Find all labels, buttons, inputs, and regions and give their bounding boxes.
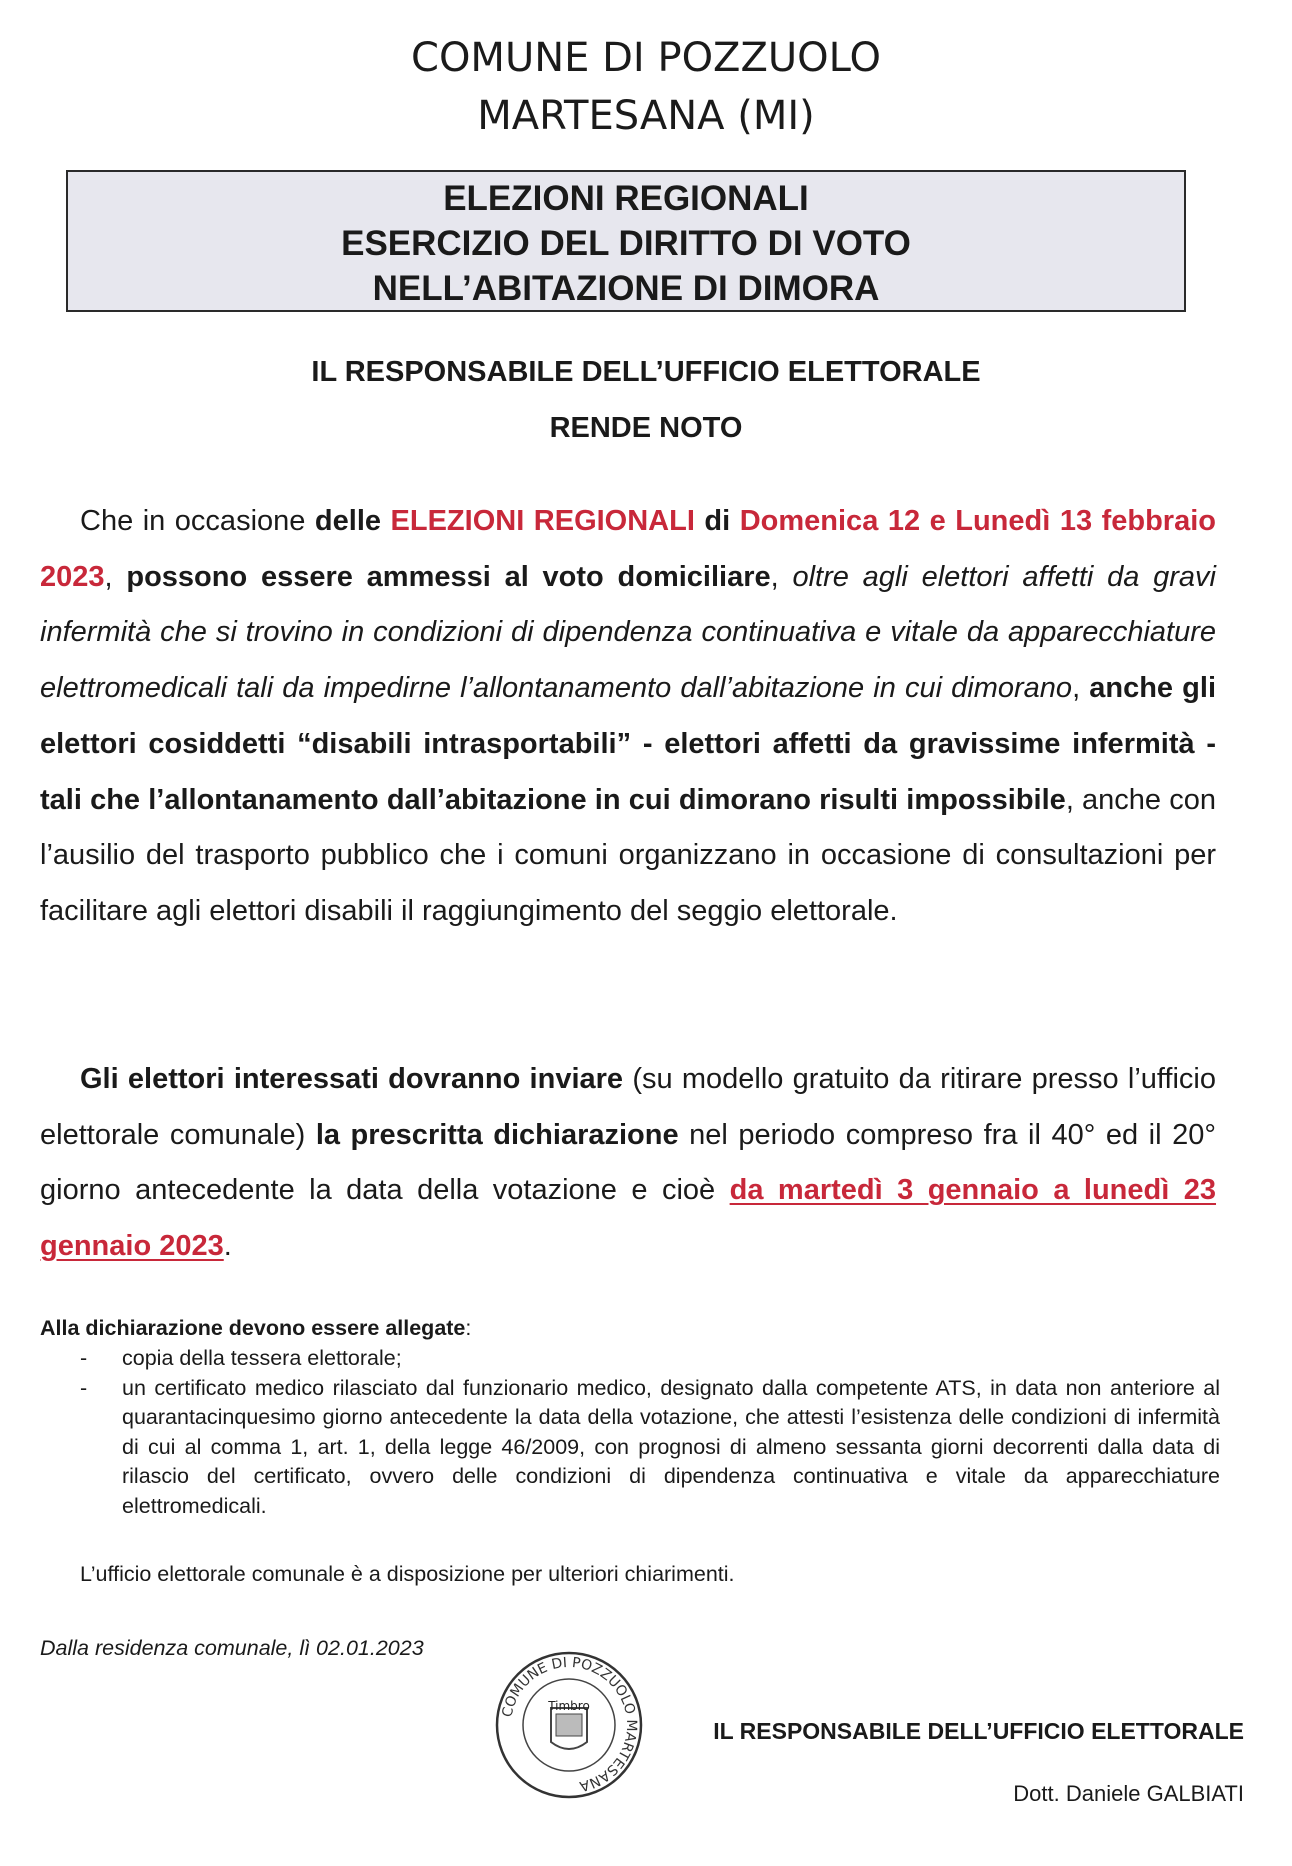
place-date: Dalla residenza comunale, lì 02.01.2023 — [40, 1636, 424, 1660]
attachments-heading-text: Alla dichiarazione devono essere allegate — [40, 1316, 466, 1340]
seal-ring-text: COMUNE DI POZZUOLO MARTESANA — [499, 1654, 640, 1794]
banner-line1: ELEZIONI REGIONALI — [443, 179, 809, 218]
p1-disabled-voters: anche gli elettori cosiddetti “disabili intrasportabili” - elettori affetti da gravissime infermità - tali che l’allontanamento dall’abitazione in cui dimorano risulti impossibile — [40, 672, 1217, 816]
instructions-paragraph — [40, 1052, 1216, 1275]
submission-period: da martedì 3 gennaio a lunedì 23 gennaio 2023 — [40, 1174, 1217, 1263]
signature-title: IL RESPONSABILE DELL’UFFICIO ELETTORALE — [713, 1718, 1244, 1744]
p1-comma: , — [104, 560, 127, 593]
p1-text: Che in occasione — [80, 505, 315, 537]
p1-italic: oltre agli elettori affetti da gravi infermità che si trovino in condizioni di dipendenza continuativa e vitale da apparecchiature elettromedicali tali da impedirne l’allontanamento dall’abitazione in cui dimorano — [40, 560, 1216, 705]
home-vote-admission: possono essere ammessi al voto domiciliare — [126, 560, 771, 593]
attachments-colon: : — [465, 1316, 472, 1340]
main-paragraph — [40, 494, 1216, 940]
closing-note: L’ufficio elettorale comunale è a disposizione per ulteriori chiarimenti. — [80, 1562, 735, 1586]
list-item — [40, 1374, 1220, 1522]
p2-bold: Gli elettori interessati dovranno inviare — [80, 1063, 624, 1095]
p2-text: (su modello gratuito da ritirare presso l’ufficio elettorale comunale) — [40, 1063, 1216, 1151]
list-item-text: copia della tessera elettorale; — [122, 1346, 402, 1370]
p2-declaration: la prescritta dichiarazione — [315, 1118, 679, 1151]
attachments-list — [40, 1344, 1220, 1521]
list-item-text: un certificato medico rilasciato dal funzionario medico, designato dalla competente ATS, in data non anteriore al quarantacinquesimo giorno antecedente la data della votazione, che attesti l’esistenza delle condizioni di infermità di cui al comma 1, art. 1, della legge 46/2009, con prognosi di almeno sessanta giorni decorrenti dalla data di rilascio del certificato, ovvero delle condizioni di dipendenza continuativa e vitale da apparecchiature elettromedicali. — [122, 1375, 1220, 1518]
p1-bold-di: di — [694, 505, 740, 537]
p1-comma2: , — [770, 560, 793, 593]
p1-tail: , anche con l’ausilio del trasporto pubblico che i comuni organizzano in occasione di consultazioni per facilitare agli elettori disabili il raggiungimento del seggio elettorale. — [40, 783, 1216, 927]
list-dash: - — [80, 1375, 88, 1400]
p2-period: . — [223, 1230, 232, 1263]
intro-rende-noto: RENDE NOTO — [549, 412, 743, 444]
banner-line3: NELL’ABITAZIONE DI DIMORA — [372, 269, 880, 308]
municipal-seal — [494, 1650, 644, 1800]
title-banner — [66, 170, 1186, 312]
signature-name: Dott. Daniele GALBIATI — [1013, 1781, 1244, 1806]
seal-center-text: Timbro — [548, 1699, 590, 1713]
p1-bold: delle — [314, 505, 391, 537]
banner-line2: ESERCIZIO DEL DIRITTO DI VOTO — [341, 224, 911, 263]
list-item — [40, 1344, 1220, 1374]
p2-text2: nel periodo compreso fra il 40° ed il 20° giorno antecedente la data della votazione e cioè — [40, 1118, 1216, 1207]
election-name: ELEZIONI REGIONALI — [390, 505, 695, 537]
intro-responsible: IL RESPONSABILE DELL’UFFICIO ELETTORALE — [311, 356, 981, 388]
election-dates: Domenica 12 e Lunedì 13 febbraio 2023 — [40, 505, 1216, 593]
attachments-heading — [40, 1314, 471, 1344]
comune-name-line2: MARTESANA (MI) — [477, 93, 815, 139]
p1-comma3: , — [1072, 672, 1090, 705]
list-dash: - — [80, 1346, 88, 1370]
comune-name-line1: COMUNE DI POZZUOLO — [411, 35, 881, 81]
